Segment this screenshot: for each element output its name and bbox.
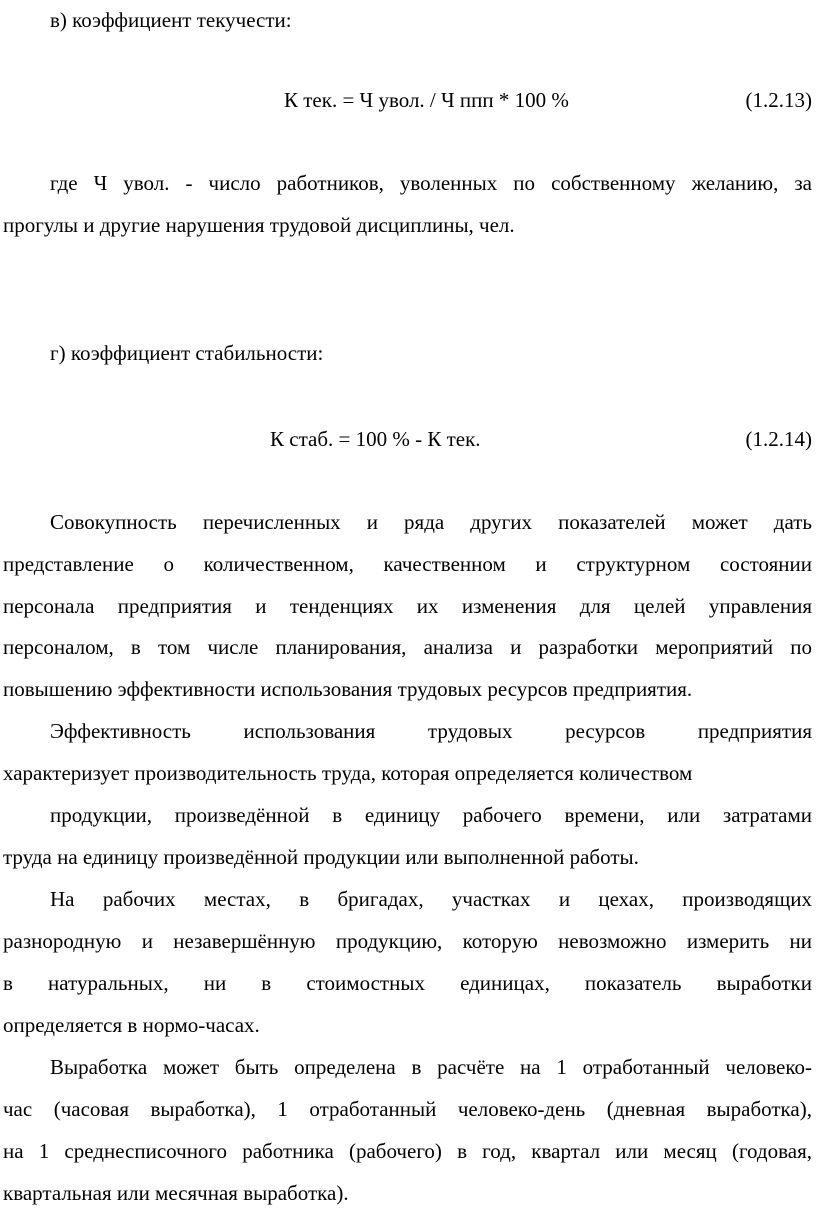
paragraph-2-line-4: труда на единицу произведённой продукции или выполненной работы. xyxy=(3,845,639,869)
paragraph-2-line-2: характеризует производительность труда, которая определяется количеством xyxy=(3,761,693,785)
paragraph-1-line-5: повышению эффективности использования трудовых ресурсов предприятия. xyxy=(3,677,693,701)
formula-stability: К стаб. = 100 % - К тек. xyxy=(270,427,481,451)
formula-stability-number: (1.2.14) xyxy=(745,427,812,451)
heading-turnover-coefficient: в) коэффициент текучести: xyxy=(50,8,292,32)
paragraph-4-line-3: на 1 среднесписочного работника (рабочего) в год, квартал или месяц (годовая, xyxy=(3,1139,812,1163)
paragraph-1-line-4: персоналом, в том числе планирования, анализа и разработки мероприятий по xyxy=(3,635,812,659)
paragraph-1-line-1: Совокупность перечисленных и ряда других показателей может дать xyxy=(50,510,812,534)
paragraph-2-line-3: продукции, произведённой в единицу рабочего времени, или затратами xyxy=(50,803,812,827)
paragraph-4-line-4: квартальная или месячная выработка). xyxy=(3,1181,349,1205)
where-line-2: прогулы и другие нарушения трудовой дисциплины, чел. xyxy=(3,213,515,237)
heading-stability-coefficient: г) коэффициент стабильности: xyxy=(50,341,324,365)
paragraph-1-line-3: персонала предприятия и тенденциях их изменения для целей управления xyxy=(3,594,812,618)
paragraph-2-line-1: Эффективность использования трудовых ресурсов предприятия xyxy=(50,719,812,743)
paragraph-4-line-1: Выработка может быть определена в расчёте на 1 отработанный человеко- xyxy=(50,1055,812,1079)
paragraph-1-line-2: представление о количественном, качественном и структурном состоянии xyxy=(3,552,812,576)
paragraph-3-line-3: в натуральных, ни в стоимостных единицах, показатель выработки xyxy=(3,971,812,995)
formula-turnover-number: (1.2.13) xyxy=(745,88,812,112)
paragraph-3-line-4: определяется в нормо-часах. xyxy=(3,1013,260,1037)
where-line-1: где Ч увол. - число работников, уволенных по собственному желанию, за xyxy=(50,171,812,195)
paragraph-4-line-2: час (часовая выработка), 1 отработанный человеко-день (дневная выработка), xyxy=(3,1097,812,1121)
formula-turnover: К тек. = Ч увол. / Ч ппп * 100 % xyxy=(284,88,569,112)
paragraph-3-line-1: На рабочих местах, в бригадах, участках и цехах, производящих xyxy=(50,887,812,911)
paragraph-3-line-2: разнородную и незавершённую продукцию, которую невозможно измерить ни xyxy=(3,929,812,953)
